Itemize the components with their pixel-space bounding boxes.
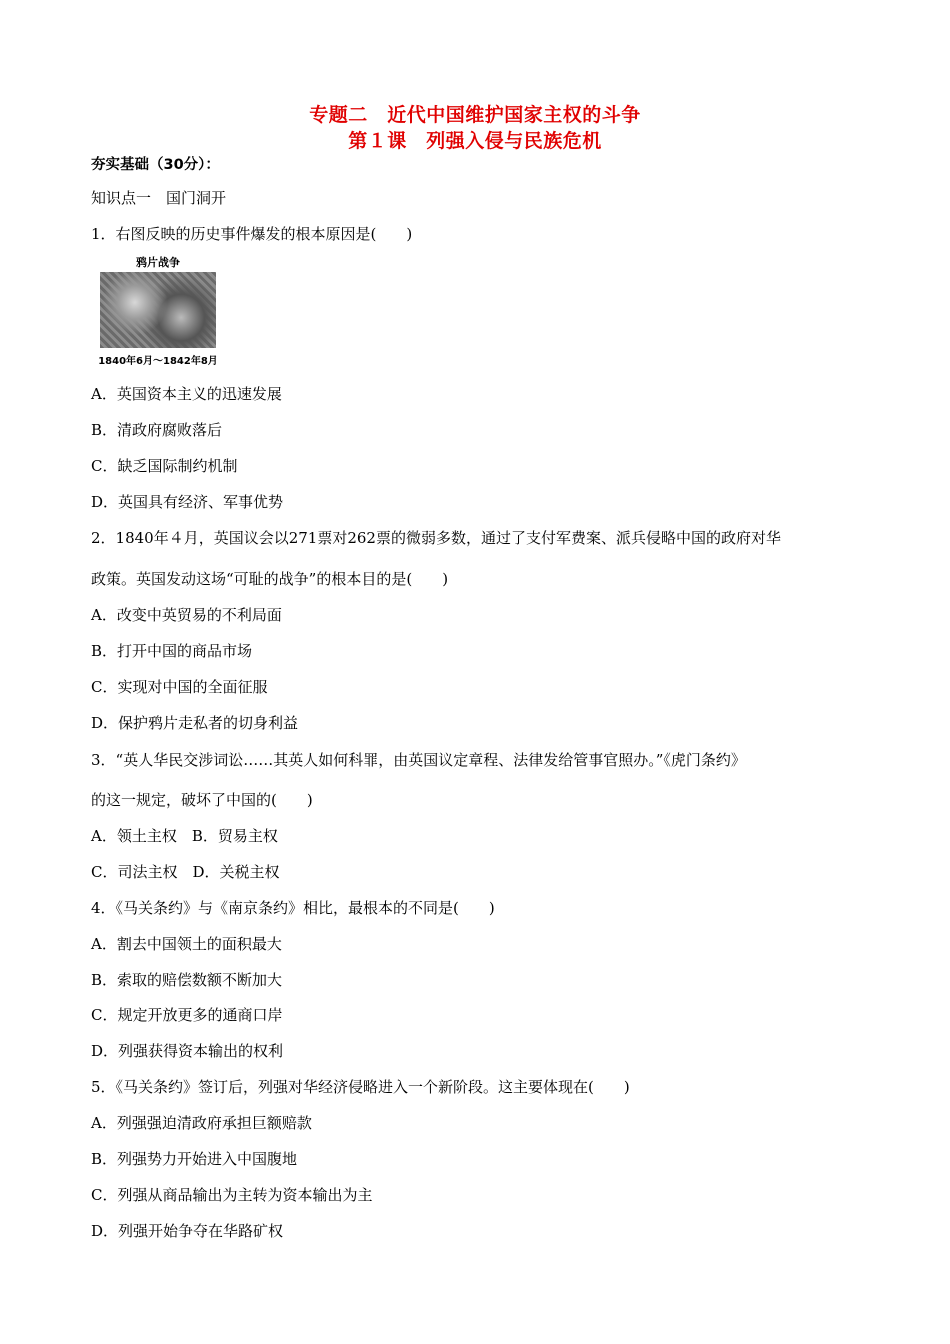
option: B．索取的赔偿数额不断加大 [91,971,283,989]
option: D．列强获得资本输出的权利 [91,1042,284,1060]
option: A．英国资本主义的迅速发展 [91,385,282,403]
section-heading: 夯实基础（30分）： [91,157,220,173]
option: B．列强势力开始进入中国腹地 [91,1150,298,1168]
option: C．实现对中国的全面征服 [91,678,268,696]
option: D．英国具有经济、军事优势 [91,493,284,511]
question-2-stem: 2．1840年４月，英国议会以271票对262票的微弱多数，通过了支付军费案、派兵侵略中国的政府对华 [91,529,781,547]
option: C．规定开放更多的通商口岸 [91,1006,283,1024]
question-1-stem: 1．右图反映的历史事件爆发的根本原因是( ) [91,225,413,243]
option: C．列强从商品输出为主转为资本输出为主 [91,1186,373,1204]
option: C．缺乏国际制约机制 [91,457,238,475]
option: A．割去中国领土的面积最大 [91,935,282,953]
page-subtitle: 第１课 列强入侵与民族危机 [348,130,602,152]
option: B．打开中国的商品市场 [91,642,253,660]
question-4-stem: 4．《马关条约》与《南京条约》相比，最根本的不同是( ) [91,899,495,917]
page-title: 专题二 近代中国维护国家主权的斗争 [309,104,641,126]
knowledge-point: 知识点一 国门洞开 [91,189,227,207]
figure-caption: 鸦片战争 [136,256,180,269]
option: C．司法主权 D．关税主权 [91,863,280,881]
option: A．领土主权 B．贸易主权 [91,827,278,845]
figure-date: 1840年6月～1842年8月 [98,356,218,367]
option: D．保护鸦片走私者的切身利益 [91,714,299,732]
question-3-stem: 3．“英人华民交涉词讼……其英人如何科罪，由英国议定章程、法律发给管事官照办。”《虎门条约》 [91,751,746,769]
option: B．清政府腐败落后 [91,421,223,439]
option: D．列强开始争夺在华路矿权 [91,1222,284,1240]
option: A．列强强迫清政府承担巨额赔款 [91,1114,312,1132]
question-5-stem: 5．《马关条约》签订后，列强对华经济侵略进入一个新阶段。这主要体现在( ) [91,1078,630,1096]
opium-war-figure [96,250,220,368]
question-3-stem-cont: 的这一规定，破坏了中国的( ) [91,791,313,809]
battle-image [100,272,216,348]
option: A．改变中英贸易的不利局面 [91,606,282,624]
question-2-stem-cont: 政策。英国发动这场“可耻的战争”的根本目的是( ) [91,570,449,588]
